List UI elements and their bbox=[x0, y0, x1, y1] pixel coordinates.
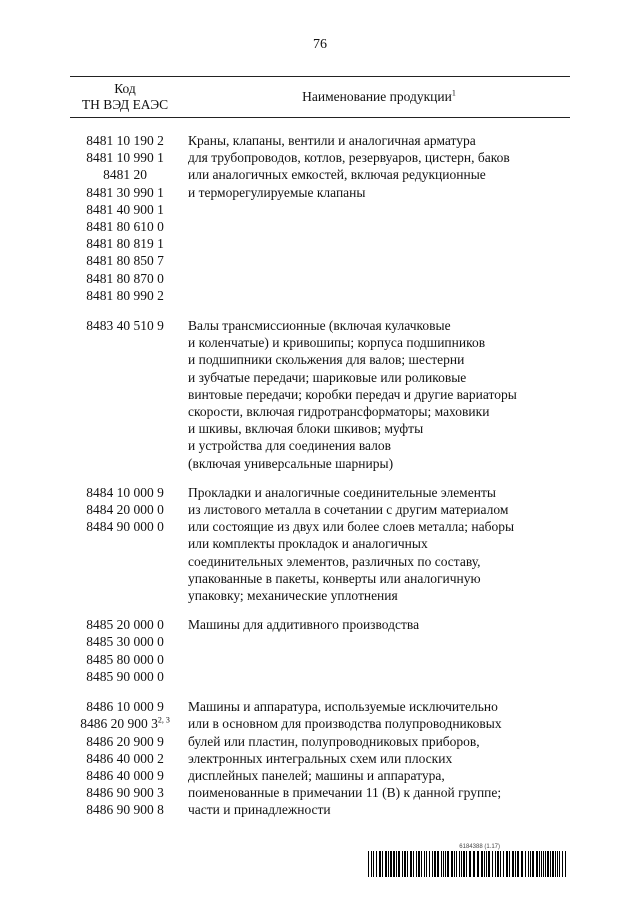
barcode-bar bbox=[388, 851, 389, 877]
table-row bbox=[70, 317, 570, 472]
code-cell bbox=[70, 201, 180, 218]
code-text: 8481 80 870 0 bbox=[86, 270, 164, 286]
code-cell bbox=[70, 750, 180, 767]
barcode-bar bbox=[477, 851, 479, 877]
code-cell bbox=[70, 166, 180, 183]
barcode-bar bbox=[393, 851, 395, 877]
description-line: или в основном для производства полупроводниковых bbox=[188, 716, 502, 732]
barcode-bar bbox=[481, 851, 483, 877]
barcode-bar bbox=[429, 851, 430, 877]
barcode-bar bbox=[559, 851, 560, 877]
table-header bbox=[70, 77, 570, 117]
code-cell bbox=[70, 287, 180, 304]
description-line: поименованные в примечании 11 (В) к данной группе; bbox=[188, 785, 502, 801]
code-cell bbox=[70, 501, 180, 518]
barcode-bar bbox=[512, 851, 514, 877]
code-text: 8485 90 000 0 bbox=[86, 668, 164, 684]
code-text: 8481 10 990 1 bbox=[86, 150, 164, 166]
barcode-bar bbox=[373, 851, 374, 877]
barcode-bar bbox=[451, 851, 453, 877]
code-cell bbox=[70, 184, 180, 201]
barcode-bar bbox=[447, 851, 449, 877]
barcode-image bbox=[368, 851, 568, 877]
barcode-bar bbox=[565, 851, 566, 877]
barcode-bar bbox=[368, 851, 369, 877]
barcode-block bbox=[368, 843, 568, 882]
description-line: или аналогичных емкостей, включая редукционные bbox=[188, 167, 486, 183]
barcode-bar bbox=[426, 851, 427, 877]
code-cell bbox=[70, 484, 180, 501]
description-line: Машины для аддитивного производства bbox=[188, 617, 420, 633]
row-codes bbox=[70, 616, 180, 685]
description-line: (включая универсальные шарниры) bbox=[188, 455, 394, 471]
barcode-bar bbox=[424, 851, 425, 877]
barcode-bar bbox=[379, 851, 381, 877]
barcode-bar bbox=[463, 851, 465, 877]
page-number: 76 bbox=[313, 37, 327, 52]
barcode-bar bbox=[466, 851, 467, 877]
barcode-bar bbox=[555, 851, 556, 877]
barcode-bar bbox=[418, 851, 420, 877]
barcode-bar bbox=[530, 851, 531, 877]
description-line: и шкивы, включая блоки шкивов; муфты bbox=[188, 421, 424, 437]
barcode-bar bbox=[469, 851, 471, 877]
barcode-bar bbox=[459, 851, 460, 877]
table-row bbox=[70, 132, 570, 304]
code-text: 8486 20 900 9 bbox=[86, 733, 164, 749]
barcode-bar bbox=[521, 851, 523, 877]
barcode-bar bbox=[557, 851, 558, 877]
description-line: и коленчатые) и кривошипы; корпуса подшипников bbox=[188, 335, 486, 351]
barcode-bar bbox=[488, 851, 490, 877]
barcode-bar bbox=[413, 851, 414, 877]
barcode-bar bbox=[445, 851, 446, 877]
description-line: Прокладки и аналогичные соединительные элементы bbox=[188, 484, 496, 500]
barcode-bar bbox=[539, 851, 540, 877]
barcode-bar bbox=[525, 851, 526, 877]
code-text: 8486 20 900 3 bbox=[80, 716, 158, 732]
code-text: 8481 80 610 0 bbox=[86, 219, 164, 235]
code-text: 8483 40 510 9 bbox=[86, 318, 164, 334]
code-cell bbox=[70, 651, 180, 668]
description-line: дисплейных панелей; машины и аппаратура, bbox=[188, 767, 445, 783]
row-codes bbox=[70, 484, 180, 604]
barcode-bar bbox=[407, 851, 408, 877]
code-text: 8485 30 000 0 bbox=[86, 634, 164, 650]
barcode-bar bbox=[550, 851, 551, 877]
barcode-number: 6184388 (1.17) bbox=[459, 844, 500, 850]
code-text: 8481 80 850 7 bbox=[86, 253, 164, 269]
row-description bbox=[180, 317, 570, 472]
barcode-bar bbox=[410, 851, 412, 877]
barcode-bar bbox=[443, 851, 444, 877]
description-line: Валы трансмиссионные (включая кулачковые bbox=[188, 318, 451, 334]
barcode-bar bbox=[421, 851, 422, 877]
code-text: 8481 10 190 2 bbox=[86, 133, 164, 148]
barcode-bar bbox=[376, 851, 377, 877]
code-cell bbox=[70, 784, 180, 801]
header-name-column bbox=[180, 89, 570, 105]
description-line: или состоящие из двух или более слоев металла; наборы bbox=[188, 519, 515, 535]
code-text: 8486 10 000 9 bbox=[86, 699, 164, 715]
description-line: или комплекты прокладок и аналогичных bbox=[188, 536, 428, 552]
code-cell bbox=[70, 132, 180, 149]
code-cell bbox=[70, 218, 180, 235]
table-row bbox=[70, 698, 570, 818]
code-cell bbox=[70, 668, 180, 685]
code-cell bbox=[70, 235, 180, 252]
table-row bbox=[70, 616, 570, 685]
table-row bbox=[70, 484, 570, 604]
barcode-bar bbox=[484, 851, 485, 877]
row-codes bbox=[70, 698, 180, 818]
code-text: 8484 20 000 0 bbox=[86, 502, 164, 518]
description-line: соединительных элементов, различных по составу, bbox=[188, 553, 481, 569]
barcode-bar bbox=[456, 851, 457, 877]
product-table bbox=[70, 76, 570, 819]
code-text: 8485 80 000 0 bbox=[86, 651, 164, 667]
code-cell bbox=[70, 317, 180, 334]
barcode-bar bbox=[492, 851, 493, 877]
row-codes bbox=[70, 132, 180, 304]
code-cell bbox=[70, 733, 180, 750]
description-line: Машины и аппаратура, используемые исключительно bbox=[188, 699, 498, 715]
code-cell bbox=[70, 698, 180, 715]
barcode-bar bbox=[396, 851, 397, 877]
barcode-bar bbox=[506, 851, 508, 877]
code-cell bbox=[70, 801, 180, 818]
code-cell bbox=[70, 715, 180, 732]
barcode-bar bbox=[517, 851, 519, 877]
row-description bbox=[180, 698, 570, 818]
barcode-bar bbox=[497, 851, 499, 877]
barcode-bar bbox=[515, 851, 516, 877]
description-line: для трубопроводов, котлов, резервуаров, цистерн, баков bbox=[188, 150, 510, 166]
barcode-bar bbox=[390, 851, 392, 877]
code-text: 8486 40 000 9 bbox=[86, 767, 164, 783]
code-cell bbox=[70, 616, 180, 633]
barcode-bar bbox=[528, 851, 529, 877]
code-cell bbox=[70, 633, 180, 650]
barcode-bar bbox=[454, 851, 455, 877]
code-text: 8481 80 990 2 bbox=[86, 287, 164, 303]
barcode-bar bbox=[382, 851, 383, 877]
barcode-bar bbox=[432, 851, 433, 877]
header-name-footnote: 1 bbox=[451, 88, 456, 98]
barcode-bar bbox=[500, 851, 501, 877]
table-body bbox=[70, 132, 570, 819]
code-cell bbox=[70, 270, 180, 287]
code-cell bbox=[70, 149, 180, 166]
barcode-bar bbox=[543, 851, 544, 877]
description-line: электронных интегральных схем или плоских bbox=[188, 750, 453, 766]
code-cell bbox=[70, 767, 180, 784]
barcode-bar bbox=[541, 851, 542, 877]
barcode-bar bbox=[547, 851, 549, 877]
code-cell bbox=[70, 252, 180, 269]
description-line: упакованные в пакеты, конверты или аналогичную bbox=[188, 570, 481, 586]
code-text: 8484 10 000 9 bbox=[86, 484, 164, 500]
barcode-bar bbox=[536, 851, 538, 877]
code-text: 8481 30 990 1 bbox=[86, 184, 164, 200]
code-text: 8486 90 900 8 bbox=[86, 802, 164, 818]
header-code-line2: ТН ВЭД ЕАЭС bbox=[81, 97, 169, 112]
row-description bbox=[180, 616, 570, 685]
barcode-bar bbox=[404, 851, 406, 877]
barcode-bar bbox=[461, 851, 462, 877]
barcode-bar bbox=[532, 851, 534, 877]
code-text: 8486 90 900 3 bbox=[86, 785, 164, 801]
description-line: скорости, включая гидротрансформаторы; маховики bbox=[188, 404, 490, 420]
description-line: упаковку; механические уплотнения bbox=[188, 588, 398, 604]
code-text: 8481 20 bbox=[103, 167, 147, 183]
barcode-bar bbox=[473, 851, 475, 877]
description-line: Краны, клапаны, вентили и аналогичная арматура bbox=[188, 133, 476, 148]
barcode-bar bbox=[434, 851, 436, 877]
description-line: из листового металла в сочетании с другим материалом bbox=[188, 502, 509, 518]
row-description bbox=[180, 132, 570, 304]
description-line: и подшипники скольжения для валов; шестерни bbox=[188, 352, 465, 368]
code-text: 8481 80 819 1 bbox=[86, 236, 164, 252]
barcode-bar bbox=[385, 851, 387, 877]
barcode-bar bbox=[402, 851, 403, 877]
row-codes bbox=[70, 317, 180, 472]
header-code-line1: Код bbox=[114, 81, 136, 96]
barcode-bar bbox=[495, 851, 496, 877]
barcode-bar bbox=[441, 851, 442, 877]
description-line: винтовые передачи; коробки передач и другие вариаторы bbox=[188, 386, 517, 402]
code-cell bbox=[70, 518, 180, 535]
description-line: булей или пластин, полупроводниковых приборов, bbox=[188, 733, 480, 749]
barcode-bar bbox=[562, 851, 563, 877]
description-line: и устройства для соединения валов bbox=[188, 438, 392, 454]
code-text: 8486 40 000 2 bbox=[86, 750, 164, 766]
description-line: и терморегулируемые клапаны bbox=[188, 184, 366, 200]
barcode-bar bbox=[545, 851, 546, 877]
description-line: и зубчатые передачи; шариковые или роликовые bbox=[188, 369, 467, 385]
barcode-bar bbox=[486, 851, 487, 877]
code-footnote: 2, 3 bbox=[157, 715, 170, 725]
barcode-bar bbox=[503, 851, 504, 877]
barcode-bar bbox=[437, 851, 439, 877]
barcode-bar bbox=[371, 851, 372, 877]
header-code-column bbox=[70, 81, 180, 113]
barcode-bar bbox=[398, 851, 400, 877]
code-text: 8484 90 000 0 bbox=[86, 519, 164, 535]
description-line: части и принадлежности bbox=[188, 802, 331, 818]
code-text: 8485 20 000 0 bbox=[86, 617, 164, 633]
barcode-bar bbox=[552, 851, 554, 877]
barcode-bar bbox=[509, 851, 510, 877]
header-name-text: Наименование продукции bbox=[302, 89, 452, 104]
code-text: 8481 40 900 1 bbox=[86, 201, 164, 217]
table-header-rule bbox=[70, 117, 570, 118]
row-description bbox=[180, 484, 570, 604]
barcode-bar bbox=[416, 851, 417, 877]
